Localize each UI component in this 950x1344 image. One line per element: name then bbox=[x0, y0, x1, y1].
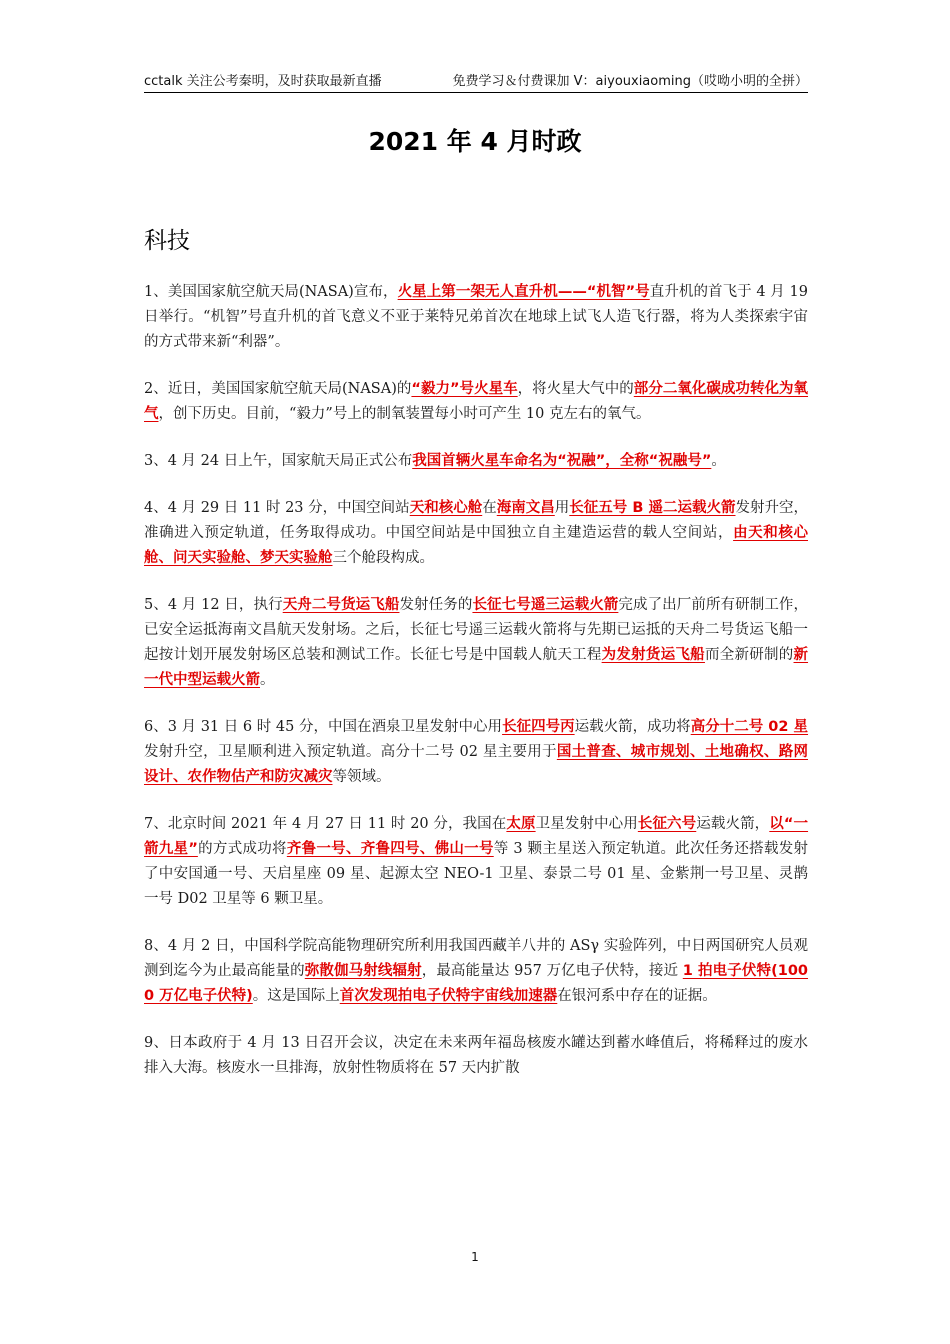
page-number: 1 bbox=[471, 1250, 479, 1264]
news-item-1 bbox=[144, 280, 808, 355]
highlighted-key-phrase: 1 拍电子伏特(1000 万亿电子伏特) bbox=[144, 963, 809, 1004]
body-text: 8、4 月 2 日，中国科学院高能物理研究所利用我国西藏羊八井的 ASγ 实验阵列，中日两国研究人员观测到迄今为止最高能量的 bbox=[144, 938, 808, 979]
body-text: 。 bbox=[711, 453, 726, 469]
body-text: 用 bbox=[554, 500, 570, 516]
news-item-8 bbox=[144, 934, 808, 1009]
body-text: 运载火箭，成功将 bbox=[574, 719, 691, 735]
body-text: 3、4 月 24 日上午，国家航天局正式公布 bbox=[144, 453, 413, 469]
highlighted-key-phrase: 高分十二号 02 星 bbox=[690, 719, 809, 735]
body-text: 直升机的首飞于 4 月 19 日举行。“机智”号直升机的首飞意义不亚于莱特兄弟首次在地球上试飞人造飞行器，将为人类探索宇宙的方式带来新“利器”。 bbox=[144, 284, 808, 350]
body-text: 三个舱段构成。 bbox=[332, 550, 434, 566]
body-text: 等领域。 bbox=[332, 769, 391, 785]
news-item-3 bbox=[144, 449, 808, 474]
body-text: 在银河系中存在的证据。 bbox=[557, 988, 717, 1004]
news-item-5 bbox=[144, 593, 808, 693]
highlighted-key-phrase: 火星上第一架无人直升机——“机智”号 bbox=[397, 284, 650, 300]
body-text: 发射升空，准确进入预定轨道，任务取得成功。中国空间站是中国独立自主建造运营的载人空间站， bbox=[144, 500, 809, 541]
highlighted-key-phrase: 首次发现拍电子伏特宇宙线加速器 bbox=[339, 988, 558, 1004]
highlighted-key-phrase: 长征六号 bbox=[637, 816, 697, 832]
body-text: 在 bbox=[482, 500, 497, 516]
highlighted-key-phrase: 长征七号遥三运载火箭 bbox=[472, 597, 619, 613]
highlighted-key-phrase: 部分二氧化碳成功转化为氧气 bbox=[144, 381, 809, 422]
body-text: 卫星发射中心用 bbox=[535, 816, 638, 832]
body-text: 6、3 月 31 日 6 时 45 分，中国在酒泉卫星发射中心用 bbox=[144, 719, 503, 735]
header-right-text: 免费学习＆付费课加 V：aiyouxiaoming（哎呦小明的全拼） bbox=[452, 74, 808, 89]
body-text: 1、美国国家航空航天局(NASA)宣布， bbox=[144, 284, 398, 300]
highlighted-key-phrase: “毅力”号火星车 bbox=[411, 381, 518, 397]
body-text: ，最高能量达 957 万亿电子伏特，接近 bbox=[421, 963, 683, 979]
highlighted-key-phrase: 以“一箭九星” bbox=[144, 816, 809, 857]
body-text: ，创下历史。目前，“毅力”号上的制氧装置每小时可产生 10 克左右的氧气。 bbox=[158, 406, 651, 422]
body-text: ，将火星大气中的 bbox=[517, 381, 634, 397]
body-text: 而全新研制的 bbox=[704, 647, 794, 663]
page-header bbox=[144, 66, 808, 93]
highlighted-key-phrase: 我国首辆火星车命名为“祝融”，全称“祝融号” bbox=[412, 453, 712, 469]
body-text: 运载火箭， bbox=[696, 816, 770, 832]
highlighted-key-phrase: 弥散伽马射线辐射 bbox=[304, 963, 422, 979]
highlighted-key-phrase: 海南文昌 bbox=[496, 500, 555, 516]
highlighted-key-phrase: 新一代中型运载火箭 bbox=[144, 647, 809, 688]
body-text: 发射任务的 bbox=[399, 597, 473, 613]
body-text: 。这是国际上 bbox=[252, 988, 340, 1004]
highlighted-key-phrase: 由天和核心舱、问天实验舱、梦天实验舱 bbox=[144, 525, 808, 566]
news-item-2 bbox=[144, 377, 808, 427]
news-item-9 bbox=[144, 1031, 808, 1081]
body-text: 2、近日，美国国家航空航天局(NASA)的 bbox=[144, 381, 412, 397]
highlighted-key-phrase: 太原 bbox=[506, 816, 536, 832]
highlighted-key-phrase: 国土普查、城市规划、土地确权、路网设计、农作物估产和防灾减灾 bbox=[144, 744, 809, 785]
body-text: 4、4 月 29 日 11 时 23 分，中国空间站 bbox=[144, 500, 410, 516]
body-text: 。 bbox=[260, 672, 275, 688]
highlighted-key-phrase: 为发射货运飞船 bbox=[601, 647, 705, 663]
body-text: 等 3 颗主星送入预定轨道。此次任务还搭载发射了中安国通一号、天启星座 09 星、起源太空 NEO-1 卫星、泰景二号 01 星、金紫荆一号卫星、灵鹊一号 D02 卫星等 6 颗卫星。 bbox=[144, 841, 809, 907]
article-body bbox=[144, 280, 808, 1103]
highlighted-key-phrase: 天舟二号货运飞船 bbox=[282, 597, 400, 613]
highlighted-key-phrase: 天和核心舱 bbox=[409, 500, 483, 516]
news-item-4 bbox=[144, 496, 808, 571]
body-text: 发射升空，卫星顺利进入预定轨道。高分十二号 02 星主要用于 bbox=[144, 744, 557, 760]
body-text: 完成了出厂前所有研制工作，已安全运抵海南文昌航天发射场。之后，长征七号遥三运载火箭将与先期已运抵的天舟二号货运飞船一起按计划开展发射场区总装和测试工作。长征七号是中国载人航天工程 bbox=[144, 597, 809, 663]
news-item-7 bbox=[144, 812, 808, 912]
body-text: 9、日本政府于 4 月 13 日召开会议，决定在未来两年福岛核废水罐达到蓄水峰值后，将稀释过的废水排入大海。核废水一旦排海，放射性物质将在 57 天内扩散 bbox=[144, 1035, 808, 1076]
news-item-6 bbox=[144, 715, 808, 790]
highlighted-key-phrase: 长征五号 B 遥二运载火箭 bbox=[569, 500, 736, 516]
body-text: 的方式成功将 bbox=[197, 841, 287, 857]
highlighted-key-phrase: 长征四号丙 bbox=[502, 719, 575, 735]
body-text: 7、北京时间 2021 年 4 月 27 日 11 时 20 分，我国在 bbox=[144, 816, 507, 832]
body-text: 5、4 月 12 日，执行 bbox=[144, 597, 283, 613]
section-heading: 科技 bbox=[144, 228, 190, 254]
document-title: 2021 年 4 月时政 bbox=[368, 127, 582, 156]
highlighted-key-phrase: 齐鲁一号、齐鲁四号、佛山一号 bbox=[286, 841, 494, 857]
header-left-text: cctalk 关注公考秦明，及时获取最新直播 bbox=[144, 74, 382, 89]
